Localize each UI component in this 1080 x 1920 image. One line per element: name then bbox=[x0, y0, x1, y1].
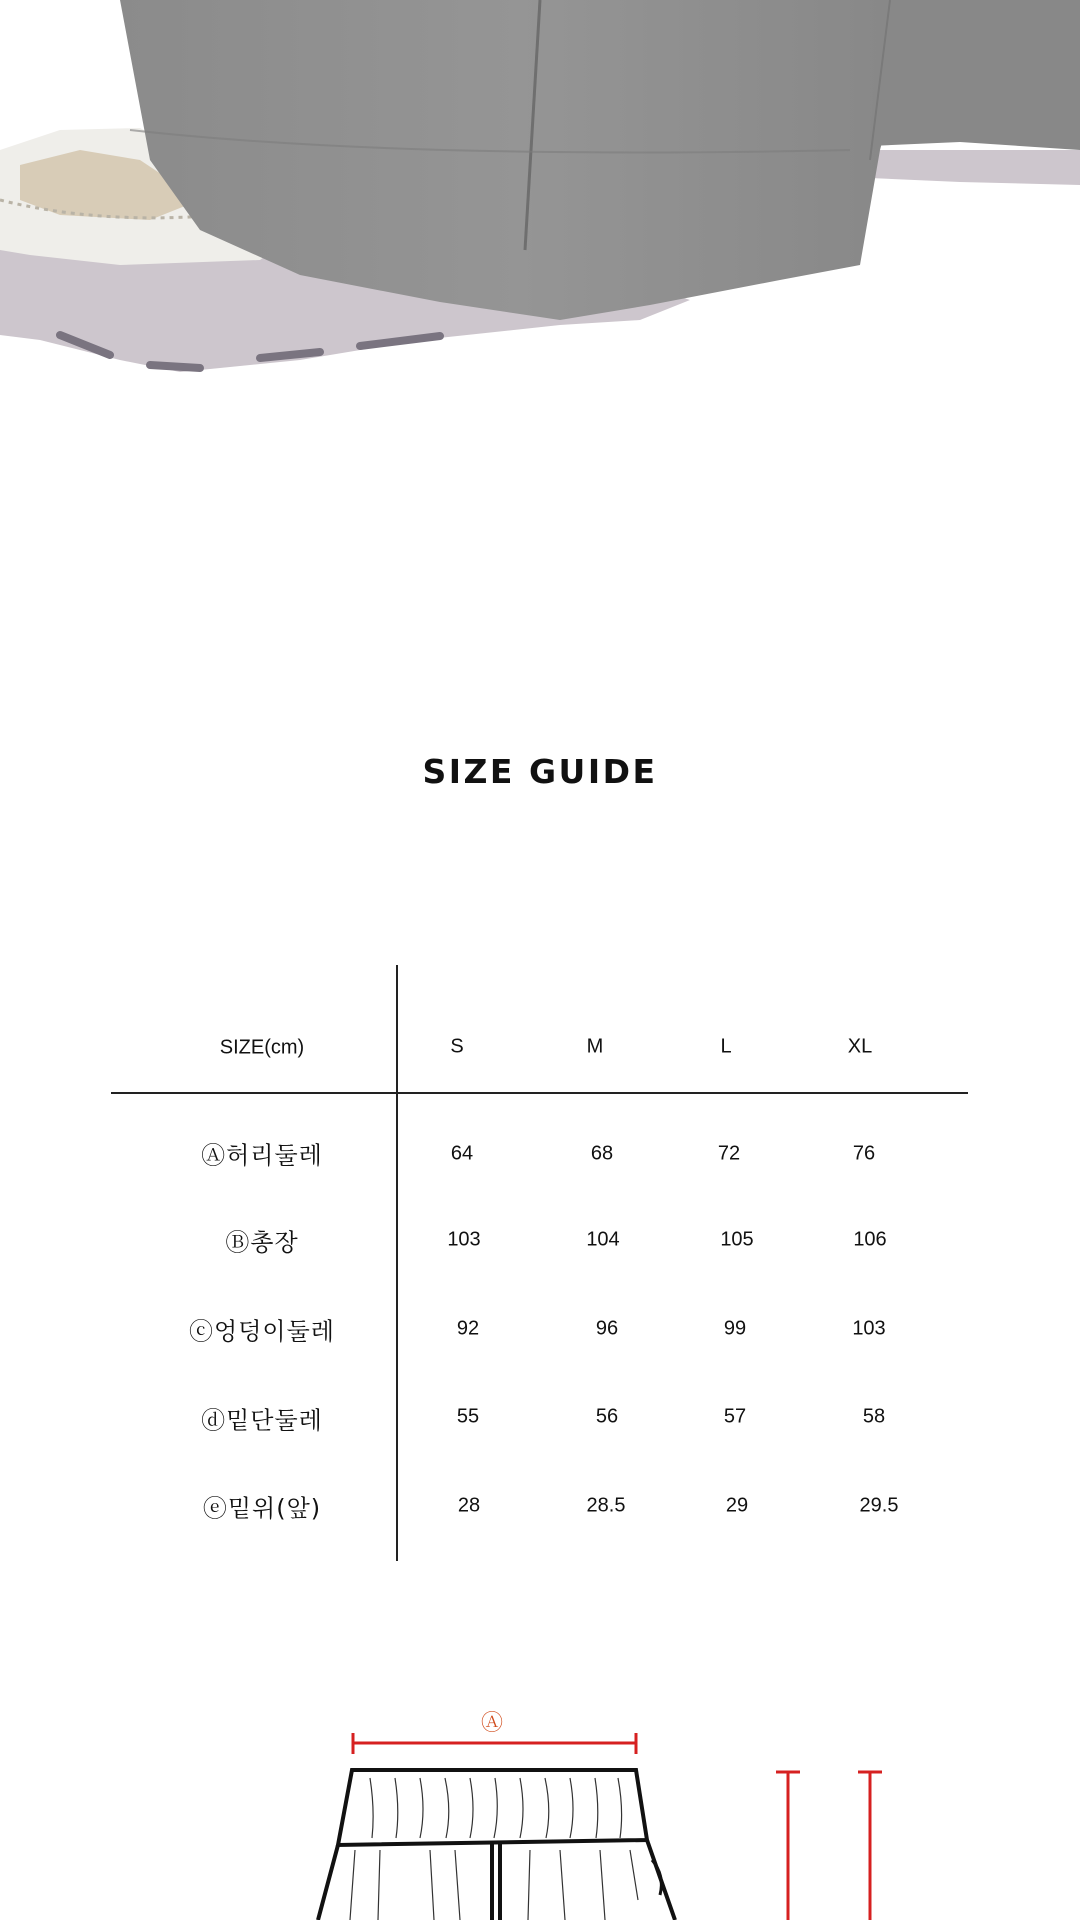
table-divider-vertical bbox=[396, 965, 398, 1561]
table-cell: 55 bbox=[456, 1405, 480, 1428]
row-label-hem: ⓓ밑단둘레 bbox=[201, 1406, 323, 1435]
row-label-front-rise: ⓔ밑위(앞) bbox=[202, 1494, 322, 1523]
table-cell: 99 bbox=[723, 1317, 747, 1340]
table-cell: 103 bbox=[447, 1228, 481, 1251]
size-guide-title: SIZE GUIDE bbox=[422, 752, 658, 791]
table-cell: 64 bbox=[450, 1142, 474, 1165]
table-cell: 57 bbox=[723, 1405, 747, 1428]
table-cell: 72 bbox=[717, 1142, 741, 1165]
table-cell: 96 bbox=[595, 1317, 619, 1340]
row-label-hip: ⓒ엉덩이둘레 bbox=[189, 1317, 335, 1346]
size-header: L bbox=[720, 1035, 732, 1058]
size-header: M bbox=[586, 1035, 604, 1058]
sneaker-heel-right bbox=[860, 150, 1080, 185]
table-divider-horizontal bbox=[111, 1092, 968, 1094]
table-cell: 56 bbox=[595, 1405, 619, 1428]
waist-marker-label: Ⓐ bbox=[480, 1711, 504, 1736]
trouser-legs bbox=[318, 1840, 675, 1920]
table-cell: 28 bbox=[457, 1494, 481, 1517]
table-cell: 29.5 bbox=[859, 1494, 899, 1517]
table-cell: 28.5 bbox=[586, 1494, 626, 1517]
size-header: XL bbox=[847, 1035, 873, 1058]
trouser-flat-sketch bbox=[0, 1700, 1080, 1920]
product-photo bbox=[0, 0, 1080, 380]
waistband bbox=[338, 1770, 647, 1845]
table-cell: 103 bbox=[852, 1317, 886, 1340]
table-cell: 76 bbox=[852, 1142, 876, 1165]
table-cell: 105 bbox=[720, 1228, 754, 1251]
table-cell: 92 bbox=[456, 1317, 480, 1340]
row-label-waist: Ⓐ허리둘레 bbox=[201, 1141, 323, 1170]
table-cell: 58 bbox=[862, 1405, 886, 1428]
table-cell: 29 bbox=[725, 1494, 749, 1517]
table-cell: 104 bbox=[586, 1228, 620, 1251]
table-corner-label: SIZE(cm) bbox=[219, 1036, 305, 1059]
row-label-total-length: Ⓑ총장 bbox=[225, 1228, 299, 1257]
table-cell: 106 bbox=[853, 1228, 887, 1251]
size-header: S bbox=[450, 1035, 464, 1058]
table-cell: 68 bbox=[590, 1142, 614, 1165]
trouser-leg-right bbox=[870, 0, 1080, 150]
